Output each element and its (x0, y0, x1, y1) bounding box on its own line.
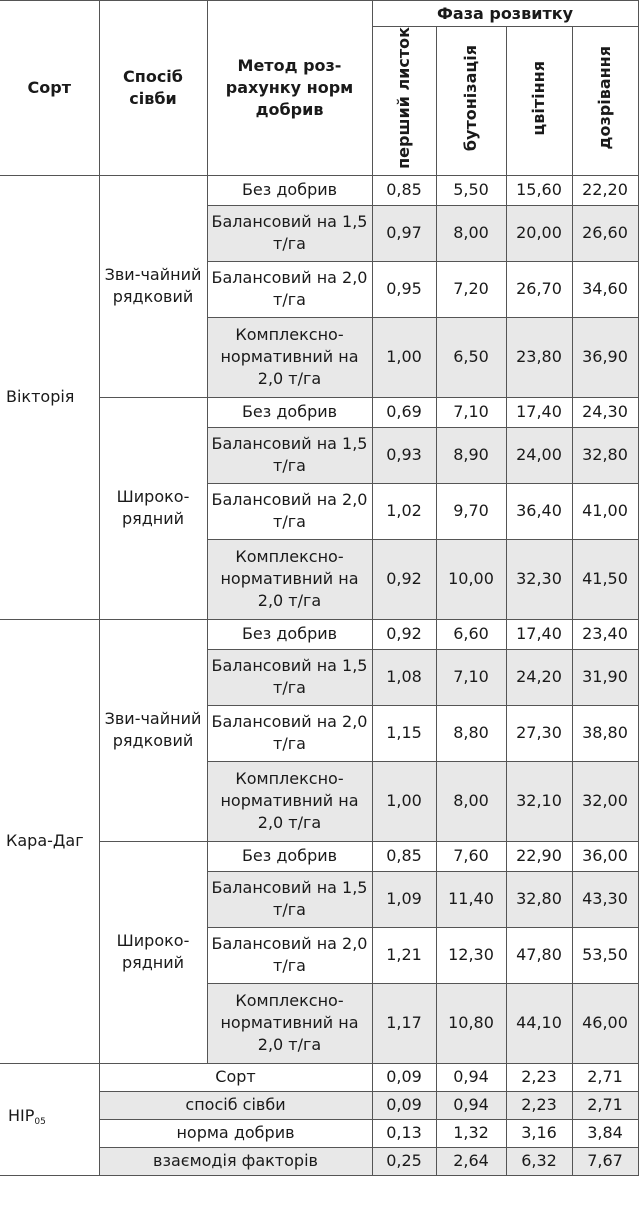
value-cell: 1,00 (372, 317, 436, 397)
value-cell: 36,90 (572, 317, 638, 397)
value-cell: 32,30 (506, 539, 572, 619)
sowing-cell: Зви-чайний рядковий (99, 619, 207, 841)
method-cell: Балансовий на 2,0 т/га (207, 705, 372, 761)
value-cell: 10,00 (436, 539, 506, 619)
value-cell: 7,67 (572, 1147, 638, 1175)
value-cell: 31,90 (572, 649, 638, 705)
value-cell: 23,40 (572, 619, 638, 649)
lsd-label: $HIP_{05}$ (0, 1063, 99, 1175)
value-cell: 9,70 (436, 483, 506, 539)
factor-cell: Сорт (99, 1063, 372, 1091)
value-cell: 17,40 (506, 397, 572, 427)
value-cell: 2,71 (572, 1091, 638, 1119)
sowing-cell: Зви-чайний рядковий (99, 175, 207, 397)
factor-cell: спосіб сівби (99, 1091, 372, 1119)
method-cell: Балансовий на 2,0 т/га (207, 483, 372, 539)
value-cell: 8,00 (436, 205, 506, 261)
value-cell: 36,40 (506, 483, 572, 539)
value-cell: 0,85 (372, 175, 436, 205)
method-cell: Комплексно-нормативний на 2,0 т/га (207, 761, 372, 841)
method-cell: Без добрив (207, 841, 372, 871)
method-cell: Без добрив (207, 175, 372, 205)
value-cell: 15,60 (506, 175, 572, 205)
value-cell: 38,80 (572, 705, 638, 761)
value-cell: 32,00 (572, 761, 638, 841)
value-cell: 17,40 (506, 619, 572, 649)
value-cell: 8,80 (436, 705, 506, 761)
value-cell: 11,40 (436, 871, 506, 927)
value-cell: 32,10 (506, 761, 572, 841)
value-cell: 0,94 (436, 1063, 506, 1091)
value-cell: 12,30 (436, 927, 506, 983)
value-cell: 2,64 (436, 1147, 506, 1175)
value-cell: 1,02 (372, 483, 436, 539)
value-cell: 32,80 (506, 871, 572, 927)
value-cell: 0,93 (372, 427, 436, 483)
value-cell: 24,20 (506, 649, 572, 705)
value-cell: 8,00 (436, 761, 506, 841)
header-phase: Фаза розвитку (372, 1, 638, 27)
value-cell: 22,90 (506, 841, 572, 871)
header-sort: Сорт (0, 1, 99, 176)
value-cell: 0,25 (372, 1147, 436, 1175)
header-phase-4: дозрівання (572, 27, 638, 176)
table-row (0, 1063, 638, 1091)
value-cell: 1,00 (372, 761, 436, 841)
value-cell: 3,16 (506, 1119, 572, 1147)
method-cell: Балансовий на 1,5 т/га (207, 427, 372, 483)
value-cell: 20,00 (506, 205, 572, 261)
value-cell: 34,60 (572, 261, 638, 317)
method-cell: Балансовий на 1,5 т/га (207, 871, 372, 927)
method-cell: Комплексно-нормативний на 2,0 т/га (207, 983, 372, 1063)
value-cell: 1,17 (372, 983, 436, 1063)
value-cell: 1,08 (372, 649, 436, 705)
factor-cell: норма добрив (99, 1119, 372, 1147)
value-cell: 1,15 (372, 705, 436, 761)
method-cell: Без добрив (207, 397, 372, 427)
value-cell: 24,30 (572, 397, 638, 427)
value-cell: 44,10 (506, 983, 572, 1063)
method-cell: Комплексно-нормативний на 2,0 т/га (207, 317, 372, 397)
value-cell: 1,21 (372, 927, 436, 983)
value-cell: 6,50 (436, 317, 506, 397)
header-phase-3: цвітіння (506, 27, 572, 176)
value-cell: 27,30 (506, 705, 572, 761)
value-cell: 26,60 (572, 205, 638, 261)
value-cell: 7,20 (436, 261, 506, 317)
method-cell: Балансовий на 1,5 т/га (207, 649, 372, 705)
value-cell: 53,50 (572, 927, 638, 983)
value-cell: 3,84 (572, 1119, 638, 1147)
value-cell: 24,00 (506, 427, 572, 483)
value-cell: 0,92 (372, 539, 436, 619)
value-cell: 0,94 (436, 1091, 506, 1119)
value-cell: 0,95 (372, 261, 436, 317)
table-row (0, 175, 638, 205)
header-method: Метод роз-рахунку норм добрив (207, 1, 372, 176)
value-cell: 41,00 (572, 483, 638, 539)
header-sowing: Спосіб сівби (99, 1, 207, 176)
table-row (0, 619, 638, 649)
value-cell: 6,32 (506, 1147, 572, 1175)
value-cell: 43,30 (572, 871, 638, 927)
value-cell: 36,00 (572, 841, 638, 871)
value-cell: 23,80 (506, 317, 572, 397)
value-cell: 2,23 (506, 1091, 572, 1119)
value-cell: 2,71 (572, 1063, 638, 1091)
value-cell: 22,20 (572, 175, 638, 205)
value-cell: 0,92 (372, 619, 436, 649)
value-cell: 10,80 (436, 983, 506, 1063)
method-cell: Балансовий на 2,0 т/га (207, 927, 372, 983)
sowing-cell: Широко-рядний (99, 841, 207, 1063)
value-cell: 0,85 (372, 841, 436, 871)
value-cell: 26,70 (506, 261, 572, 317)
value-cell: 0,09 (372, 1091, 436, 1119)
value-cell: 0,97 (372, 205, 436, 261)
value-cell: 47,80 (506, 927, 572, 983)
value-cell: 7,10 (436, 397, 506, 427)
value-cell: 0,13 (372, 1119, 436, 1147)
value-cell: 5,50 (436, 175, 506, 205)
factor-cell: взаємодія факторів (99, 1147, 372, 1175)
sowing-cell: Широко-рядний (99, 397, 207, 619)
header-phase-1: перший листок (372, 27, 436, 176)
value-cell: 41,50 (572, 539, 638, 619)
variety-cell: Вікторія (0, 175, 99, 619)
value-cell: 6,60 (436, 619, 506, 649)
value-cell: 2,23 (506, 1063, 572, 1091)
value-cell: 0,69 (372, 397, 436, 427)
value-cell: 1,09 (372, 871, 436, 927)
variety-cell: Кара-Даг (0, 619, 99, 1063)
method-cell: Без добрив (207, 619, 372, 649)
method-cell: Комплексно-нормативний на 2,0 т/га (207, 539, 372, 619)
header-phase-2: бутонізація (436, 27, 506, 176)
value-cell: 7,10 (436, 649, 506, 705)
method-cell: Балансовий на 1,5 т/га (207, 205, 372, 261)
value-cell: 46,00 (572, 983, 638, 1063)
method-cell: Балансовий на 2,0 т/га (207, 261, 372, 317)
value-cell: 0,09 (372, 1063, 436, 1091)
value-cell: 7,60 (436, 841, 506, 871)
value-cell: 1,32 (436, 1119, 506, 1147)
value-cell: 8,90 (436, 427, 506, 483)
value-cell: 32,80 (572, 427, 638, 483)
